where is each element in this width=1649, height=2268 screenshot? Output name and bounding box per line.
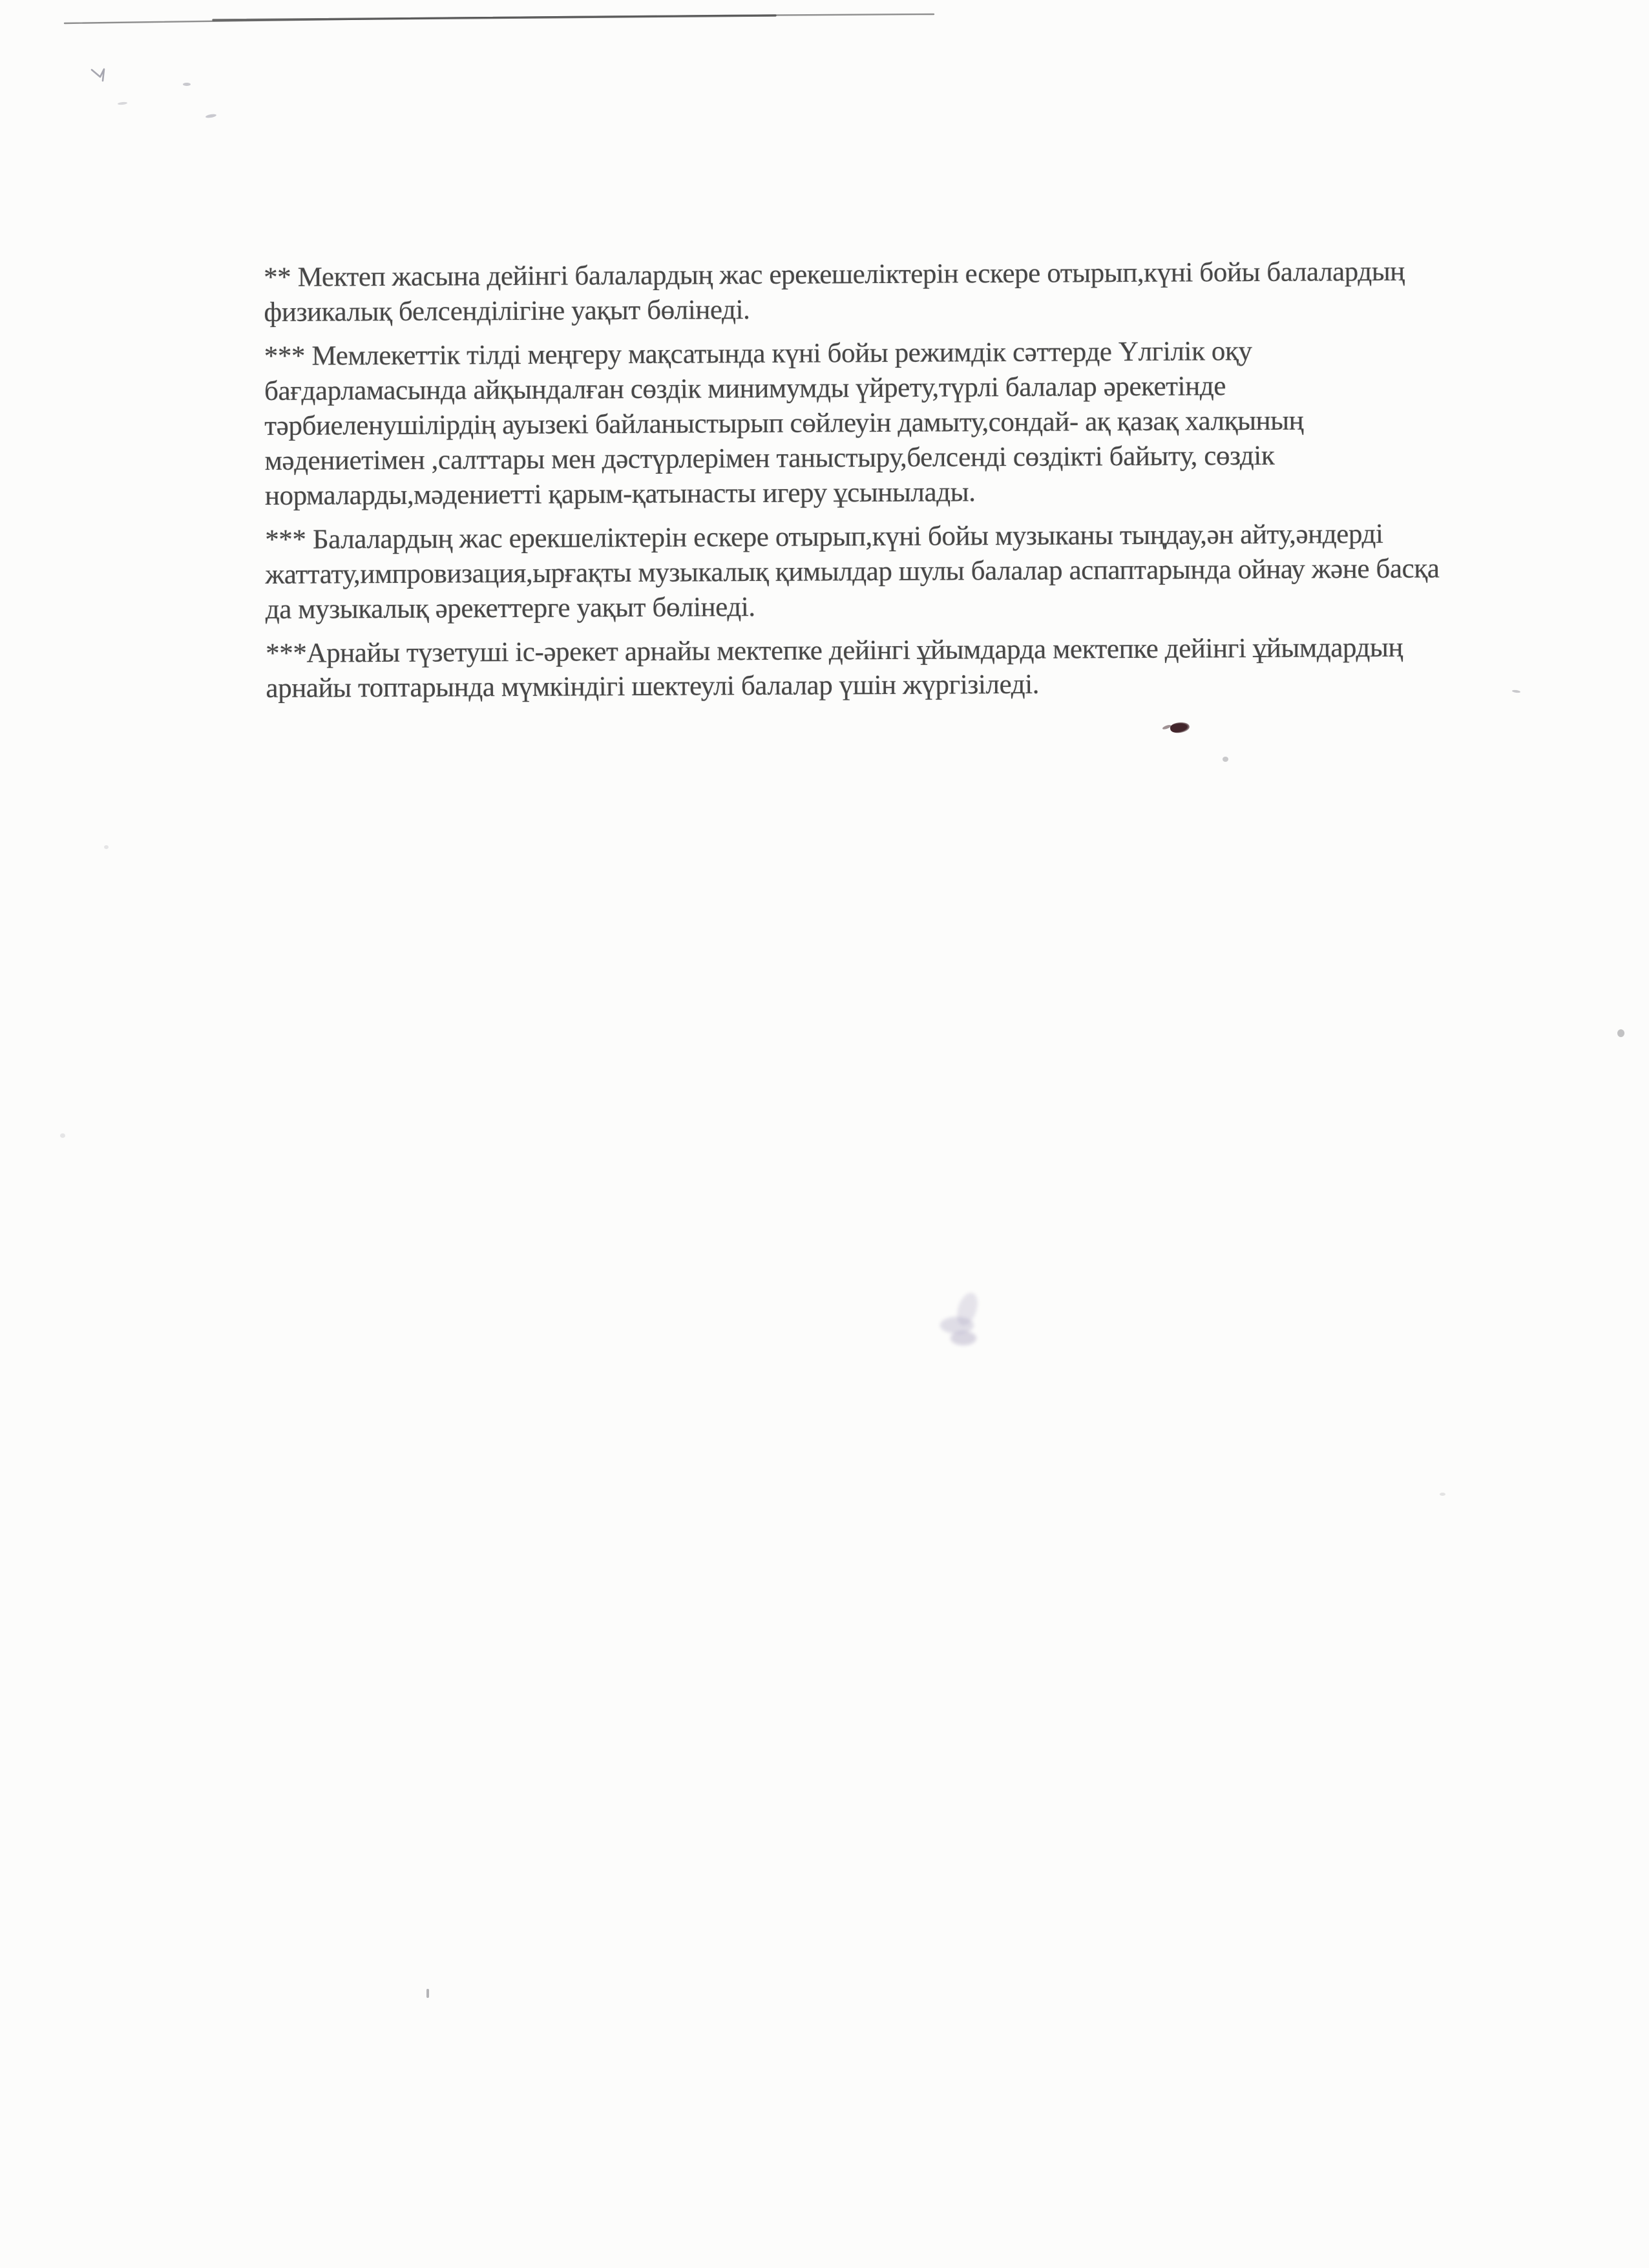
pencil-smudge-artifact	[940, 1292, 998, 1357]
paragraph-line: тәрбиеленушілірдің ауызекі байланыстырып сөйлеуін дамыту,сондай- ақ қазақ халқының	[264, 405, 1304, 441]
paragraph-special-correction	[266, 629, 1591, 706]
scan-edge-line-artifact	[0, 0, 969, 39]
paragraph-line: нормаларды,мәдениетті қарым-қатынасты игеру ұсынылады.	[264, 477, 976, 511]
pencil-check-mark	[90, 67, 112, 84]
paragraph-line: да музыкалық әрекеттерге уақыт бөлінеді.	[265, 592, 755, 625]
dust-speck	[104, 845, 109, 849]
paragraph-line: *** Балалардың жас ерекшеліктерін ескере отырып,күні бойы музыканы тыңдау,ән айту,әндерді	[265, 518, 1383, 555]
paragraph-line: ** Мектеп жасына дейінгі балалардың жас ерекешеліктерін ескере отырып,күні бойы балалардың	[264, 256, 1405, 293]
paragraph-line: бағдарламасында айқындалған сөздік минимумды үйрету,түрлі балалар әрекетінде	[264, 371, 1226, 406]
paragraph-line: мәдениетімен ,салттары мен дәстүрлерімен таныстыру,белсенді сөздікті байыту, сөздік	[264, 440, 1275, 476]
paragraph-line: *** Мемлекеттік тілді меңгеру мақсатында күні бойы режимдік сәттерде Үлгілік оқу	[264, 335, 1252, 372]
paragraph-line: жаттату,импровизация,ырғақты музыкалық қимылдар шулы балалар аспаптарында ойнау және басқа	[265, 553, 1440, 590]
dust-speck	[183, 83, 191, 86]
ink-blot-artifact	[1170, 721, 1190, 734]
paragraph-line: ***Арнайы түзетуші іс-әрекет арнайы мектепке дейінгі ұйымдарда мектепке дейінгі ұйымдардың	[266, 632, 1403, 669]
paragraph-music-activities	[265, 516, 1590, 627]
paragraph-line: физикалық белсенділігіне уақыт бөлінеді.	[264, 295, 750, 328]
dust-speck	[1223, 757, 1228, 762]
paragraph-physical-activity	[264, 253, 1589, 330]
dust-speck	[1617, 1029, 1624, 1037]
dust-speck	[1440, 1493, 1445, 1496]
dust-speck	[426, 1989, 429, 1998]
paragraph-state-language	[264, 332, 1590, 514]
dust-speck	[118, 101, 127, 105]
dust-speck	[60, 1133, 65, 1138]
paragraph-line: арнайы топтарында мүмкіндігі шектеулі балалар үшін жүргізіледі.	[266, 669, 1040, 704]
dust-speck	[205, 114, 217, 119]
document-text	[264, 253, 1591, 715]
